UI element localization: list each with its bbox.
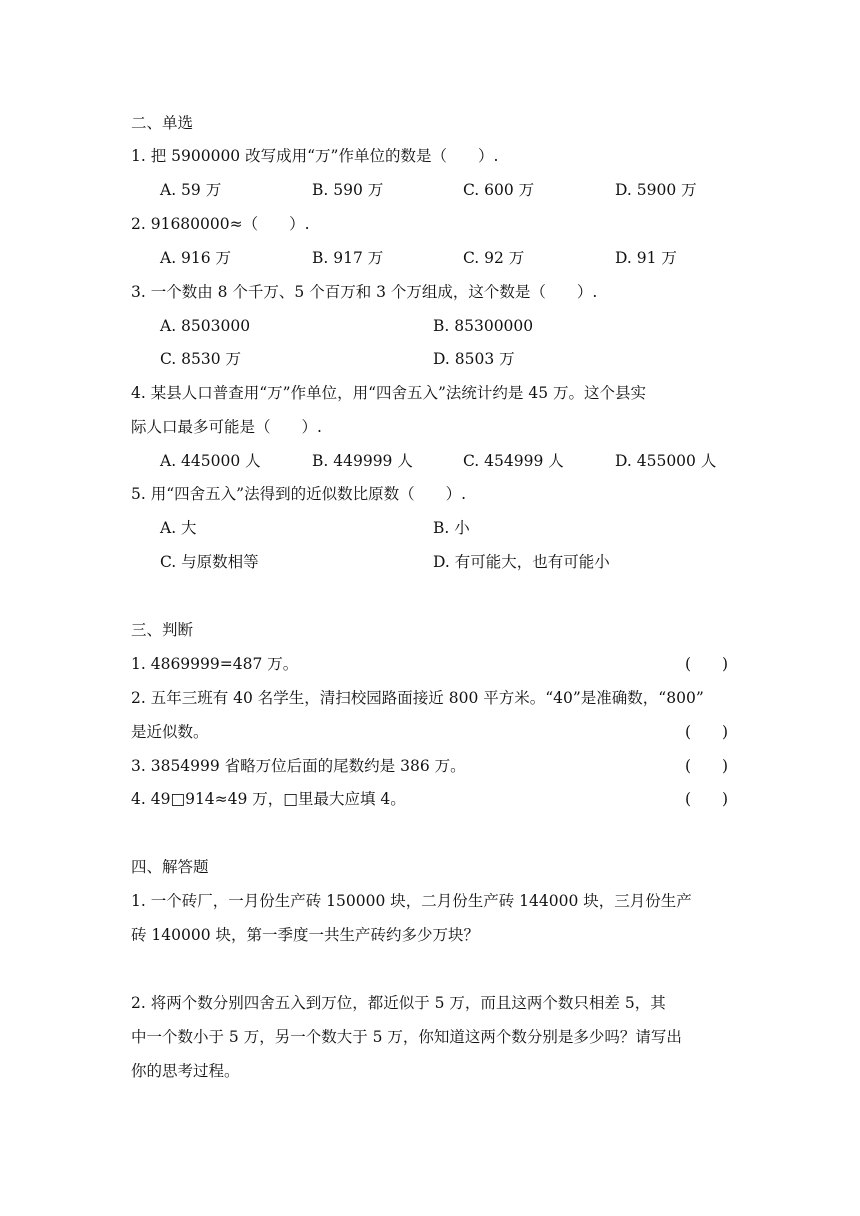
question-4-stem-line-2: 际人口最多可能是（ ）. [131,418,322,436]
section-heading-problems: 四、解答题 [131,858,209,876]
judgement-3-answer-bracket: ( ) [685,757,729,775]
question-4-option-a: A. 445000 人 [160,452,261,470]
question-5-option-c: C. 与原数相等 [160,553,259,571]
judgement-2-text-line-1: 2. 五年三班有 40 名学生，清扫校园路面接近 800 平方米。“40”是准确数，“800” [131,689,704,707]
question-3-option-a: A. 8503000 [160,317,251,335]
question-5-stem: 5. 用“四舍五入”法得到的近似数比原数（ ）. [131,485,466,503]
question-5-option-b: B. 小 [433,519,470,537]
judgement-1-text: 1. 4869999=487 万。 [131,655,299,673]
question-4-option-b: B. 449999 人 [312,452,413,470]
judgement-2-text-line-2: 是近似数。 [131,723,209,741]
question-2-option-a: A. 916 万 [160,249,232,267]
question-2-option-c: C. 92 万 [463,249,525,267]
question-3-option-b: B. 85300000 [433,317,534,335]
question-3-option-d: D. 8503 万 [433,350,515,368]
question-1-stem: 1. 把 5900000 改写成用“万”作单位的数是（ ）. [131,147,499,165]
judgement-4-answer-bracket: ( ) [685,790,729,808]
problem-1-text-line-1: 1. 一个砖厂，一月份生产砖 150000 块，二月份生产砖 144000 块，三月份生产 [131,892,692,910]
question-5-option-d: D. 有可能大，也有可能小 [433,553,610,571]
judgement-2-answer-bracket: ( ) [685,723,729,741]
section-heading-single-choice: 二、单选 [131,114,194,132]
question-4-stem-line-1: 4. 某县人口普查用“万”作单位，用“四舍五入”法统计约是 45 万。这个县实 [131,384,646,402]
judgement-3-text: 3. 3854999 省略万位后面的尾数约是 386 万。 [131,757,466,775]
judgement-1-answer-bracket: ( ) [685,655,729,673]
question-1-option-d: D. 5900 万 [615,181,697,199]
question-3-option-c: C. 8530 万 [160,350,242,368]
question-2-option-b: B. 917 万 [312,249,384,267]
problem-2-text-line-1: 2. 将两个数分别四舍五入到万位，都近似于 5 万，而且这两个数只相差 5，其 [131,994,666,1012]
problem-1-text-line-2: 砖 140000 块，第一季度一共生产砖约多少万块？ [131,926,480,944]
question-3-stem: 3. 一个数由 8 个千万、5 个百万和 3 个万组成，这个数是（ ）. [131,283,598,301]
question-2-stem: 2. 91680000≈（ ）. [131,215,310,233]
question-4-option-d: D. 455000 人 [615,452,717,470]
question-1-option-b: B. 590 万 [312,181,384,199]
problem-2-text-line-2: 中一个数小于 5 万，另一个数大于 5 万，你知道这两个数分别是多少吗？请写出 [131,1028,682,1046]
question-4-option-c: C. 454999 人 [463,452,564,470]
section-heading-true-false: 三、判断 [131,621,194,639]
question-1-option-c: C. 600 万 [463,181,535,199]
judgement-4-text: 4. 49□914≈49 万，□里最大应填 4。 [131,790,406,808]
question-1-option-a: A. 59 万 [160,181,222,199]
question-2-option-d: D. 91 万 [615,249,677,267]
problem-2-text-line-3: 你的思考过程。 [131,1062,240,1080]
question-5-option-a: A. 大 [160,519,197,537]
